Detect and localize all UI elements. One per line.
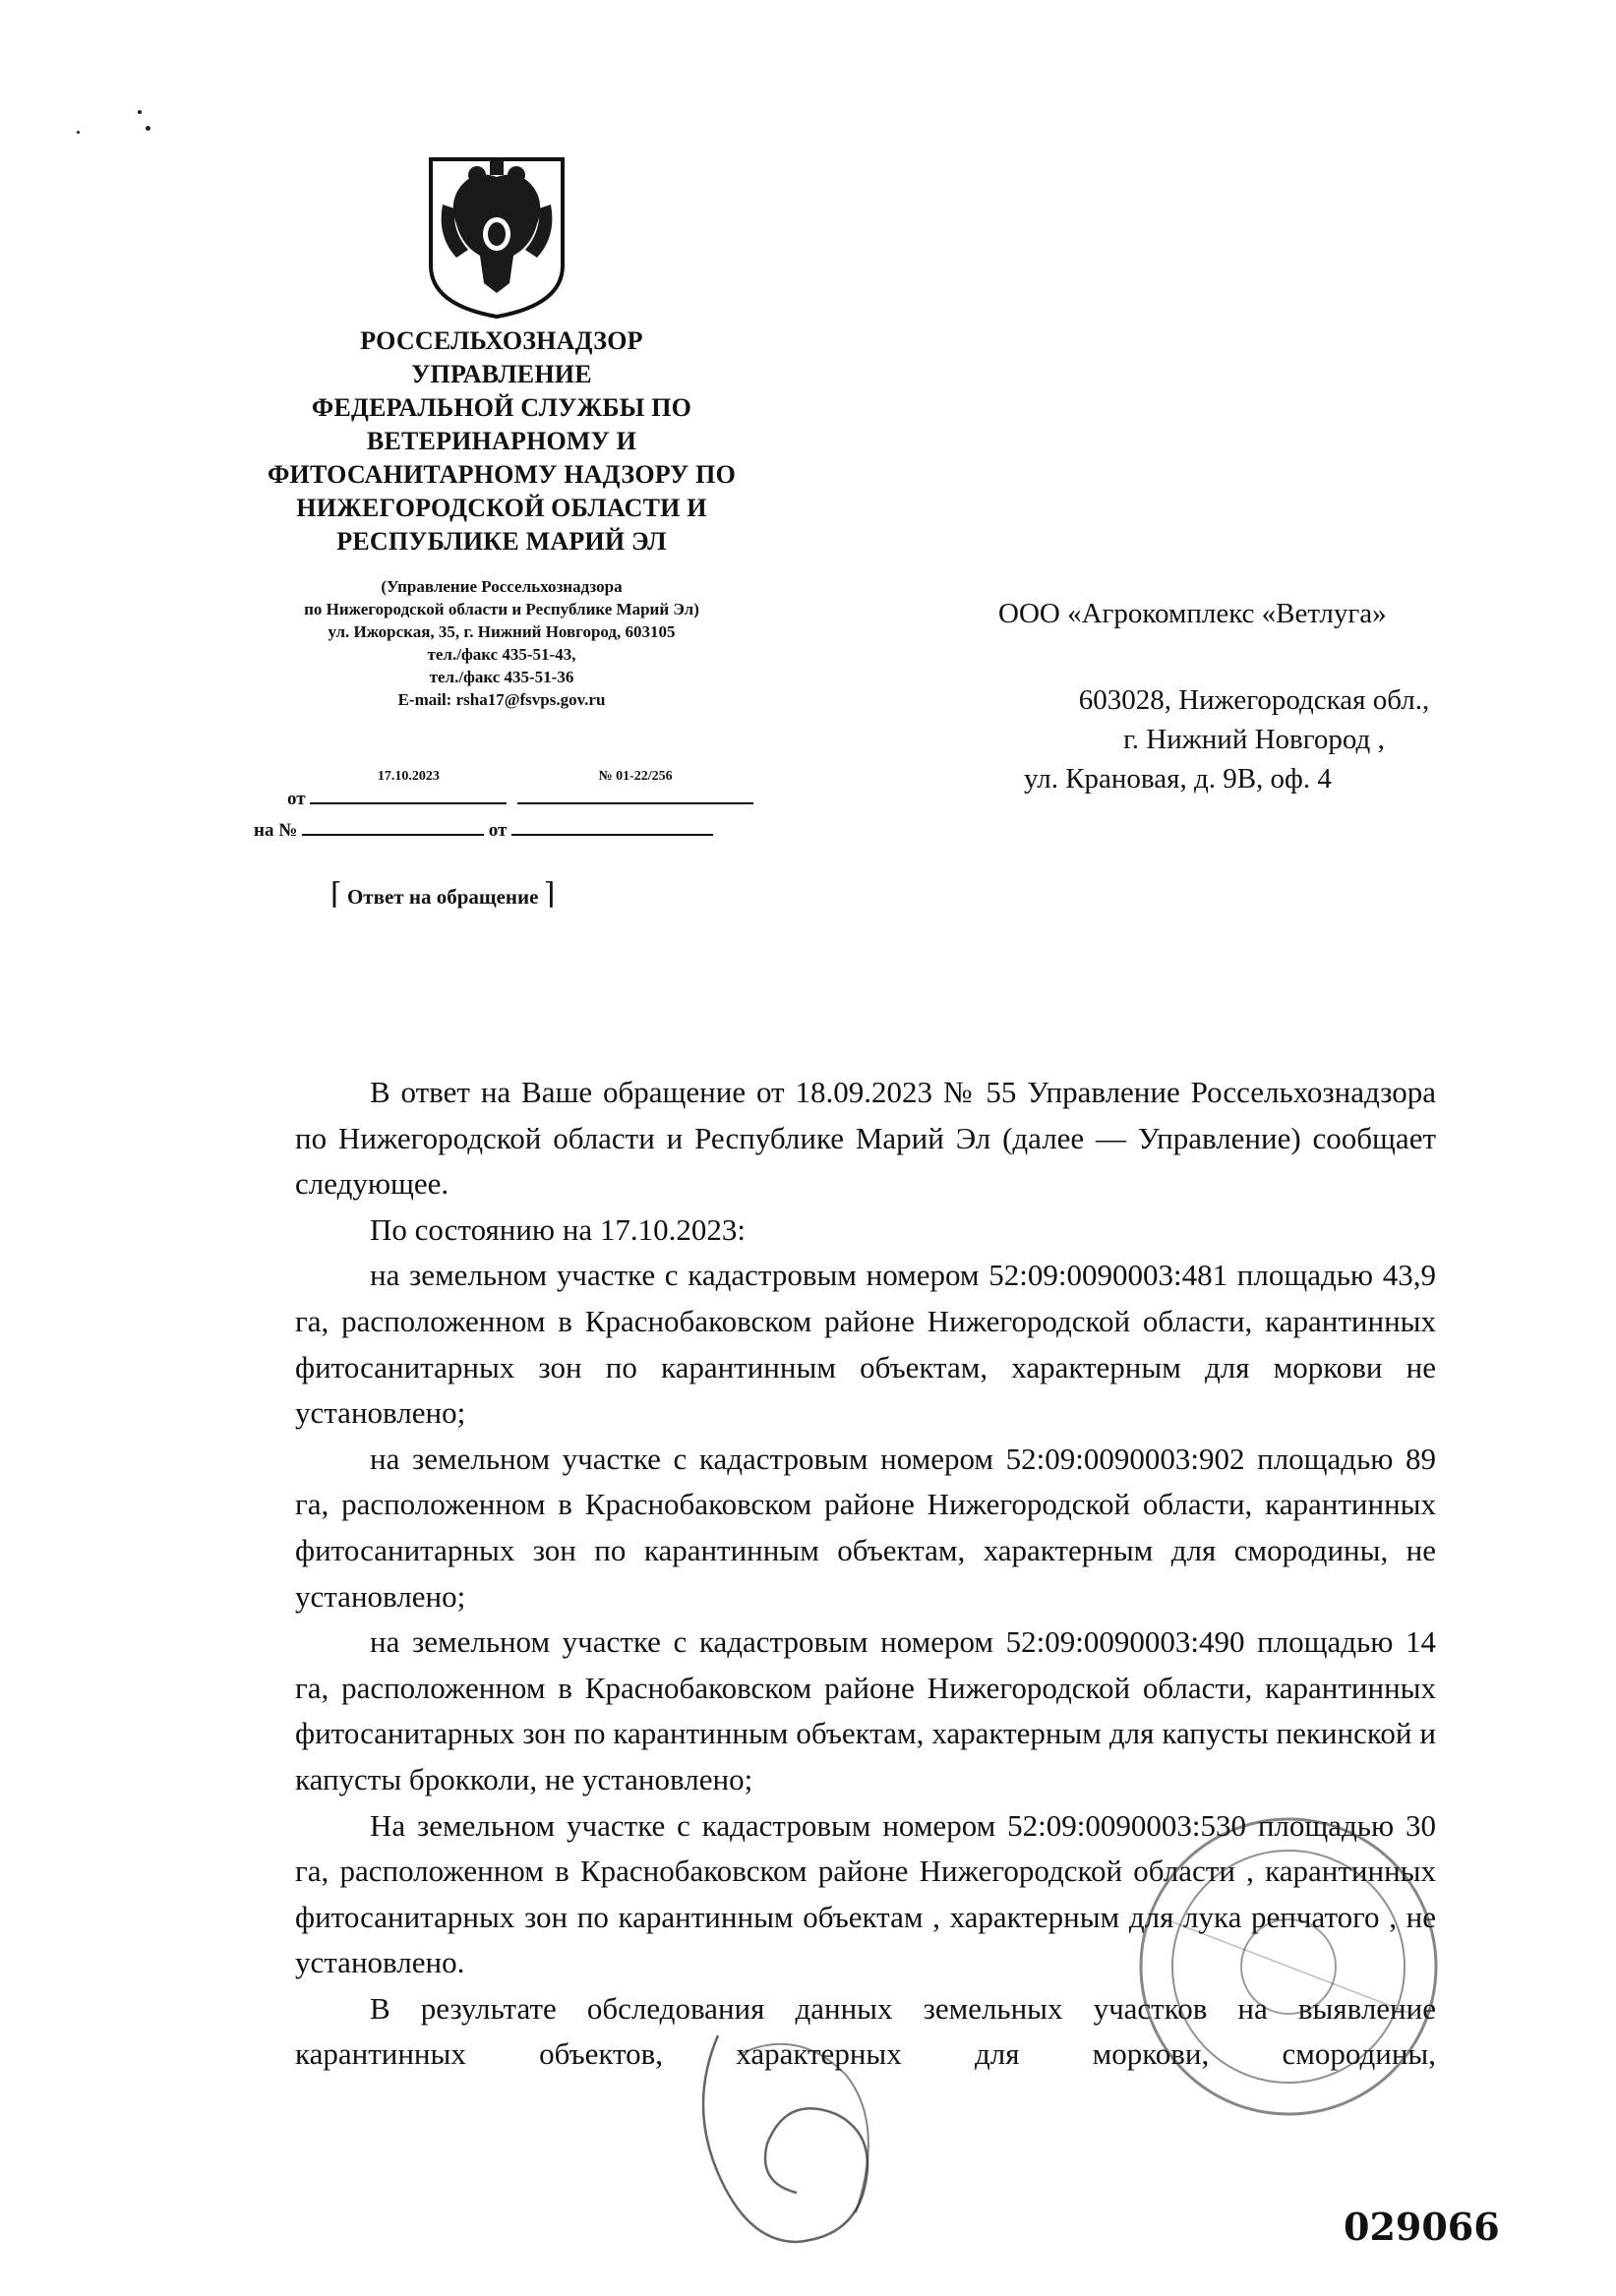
sender-contacts — [226, 575, 777, 711]
body-paragraph: На земельном участке с кадастровым номером 52:09:0090003:530 площадью 30 га, расположенном в Краснобаковском районе Нижегородской области , карантинных фитосанитарных зон по карантинным объектам , характерным для лука репчатого , не установлено. — [295, 1807, 1436, 1980]
reply-number-blank — [302, 814, 484, 836]
body-paragraph: В результате обследования данных земельных участков на выявление карантинных объектов, характерных для моркови, смородины, — [295, 1990, 1436, 2072]
addressee-organization: ООО «Агрокомплекс «Ветлуга» — [998, 598, 1387, 629]
org-line: УПРАВЛЕНИЕ — [411, 360, 592, 388]
org-line: ФЕДЕРАЛЬНОЙ СЛУЖБЫ ПО — [311, 393, 692, 422]
contact-line: по Нижегородской области и Республике Марий Эл) — [304, 600, 699, 618]
org-line: ВЕТЕРИНАРНОМУ И — [366, 427, 637, 455]
org-line: РЕСПУБЛИКЕ МАРИЙ ЭЛ — [336, 527, 667, 556]
contact-line: E-mail: rsha17@fsvps.gov.ru — [397, 690, 606, 709]
handwritten-signature — [679, 2016, 905, 2252]
body-paragraph: на земельном участке с кадастровым номером 52:09:0090003:902 площадью 89 га, расположенном в Краснобаковском районе Нижегородской области, карантинных фитосанитарных зон по карантинным объектам, характерным для смородины, не установлено; — [295, 1441, 1436, 1614]
sender-organization-name — [226, 324, 777, 559]
coat-of-arms-emblem — [423, 147, 570, 320]
contact-line: тел./факс 435-51-36 — [429, 668, 574, 686]
date-blank — [310, 769, 507, 804]
reply-from-label: от — [488, 820, 508, 841]
org-line: ФИТОСАНИТАРНОМУ НАДЗОРУ ПО — [267, 460, 737, 489]
body-paragraph: на земельном участке с кадастровым номером 52:09:0090003:481 площадью 43,9 га, расположенном в Краснобаковском районе Нижегородской области, карантинных фитосанитарных зон по карантинным объектам, характерным для моркови не установлено; — [295, 1258, 1436, 1431]
body-paragraph: на земельном участке с кадастровым номером 52:09:0090003:490 площадью 14 га, расположенном в Краснобаковском районе Нижегородской области, карантинных фитосанитарных зон по карантинным объектам, характерным для капусты пекинской и капусты брокколи, не установлено; — [295, 1624, 1436, 1796]
outgoing-date: 17.10.2023 — [377, 769, 440, 784]
contact-line: ул. Ижорская, 35, г. Нижний Новгород, 603105 — [328, 622, 676, 641]
reply-number-label: на № — [254, 820, 298, 841]
body-paragraph: По состоянию на 17.10.2023: — [370, 1211, 747, 1247]
contact-line: (Управление Россельхознадзора — [381, 577, 623, 596]
official-seal-stamp — [1043, 1799, 1456, 2124]
body-paragraph: В ответ на Ваше обращение от 18.09.2023 № 55 Управление Россельхознадзора по Нижегородской области и Республике Марий Эл (далее — Управление) сообщает следующее. — [295, 1075, 1436, 1202]
reply-date-blank — [511, 814, 713, 836]
addressee-address-line: г. Нижний Новгород , — [1123, 724, 1385, 755]
org-line: НИЖЕГОРОДСКОЙ ОБЛАСТИ И — [296, 494, 707, 522]
from-label: от — [287, 789, 306, 809]
scan-speck — [146, 126, 150, 131]
incoming-registration-line — [254, 814, 713, 842]
document-serial-number: 029066 — [1344, 2205, 1500, 2249]
subject-text: Ответ на обращение — [346, 885, 539, 909]
addressee-address-line: ул. Крановая, д. 9В, оф. 4 — [1024, 763, 1332, 795]
addressee-block — [998, 594, 1510, 798]
scan-speck — [138, 110, 142, 114]
addressee-address-line: 603028, Нижегородская обл., — [1078, 684, 1430, 716]
subject-line: ⌈ Ответ на обращение ⌉ — [330, 878, 556, 911]
contact-line: тел./факс 435-51-43, — [427, 645, 576, 664]
outgoing-number: № 01-22/256 — [598, 769, 673, 784]
org-line: РОССЕЛЬХОЗНАДЗОР — [360, 326, 643, 355]
number-blank — [517, 769, 753, 804]
outgoing-registration-line — [287, 769, 753, 810]
scan-speck — [77, 131, 80, 134]
